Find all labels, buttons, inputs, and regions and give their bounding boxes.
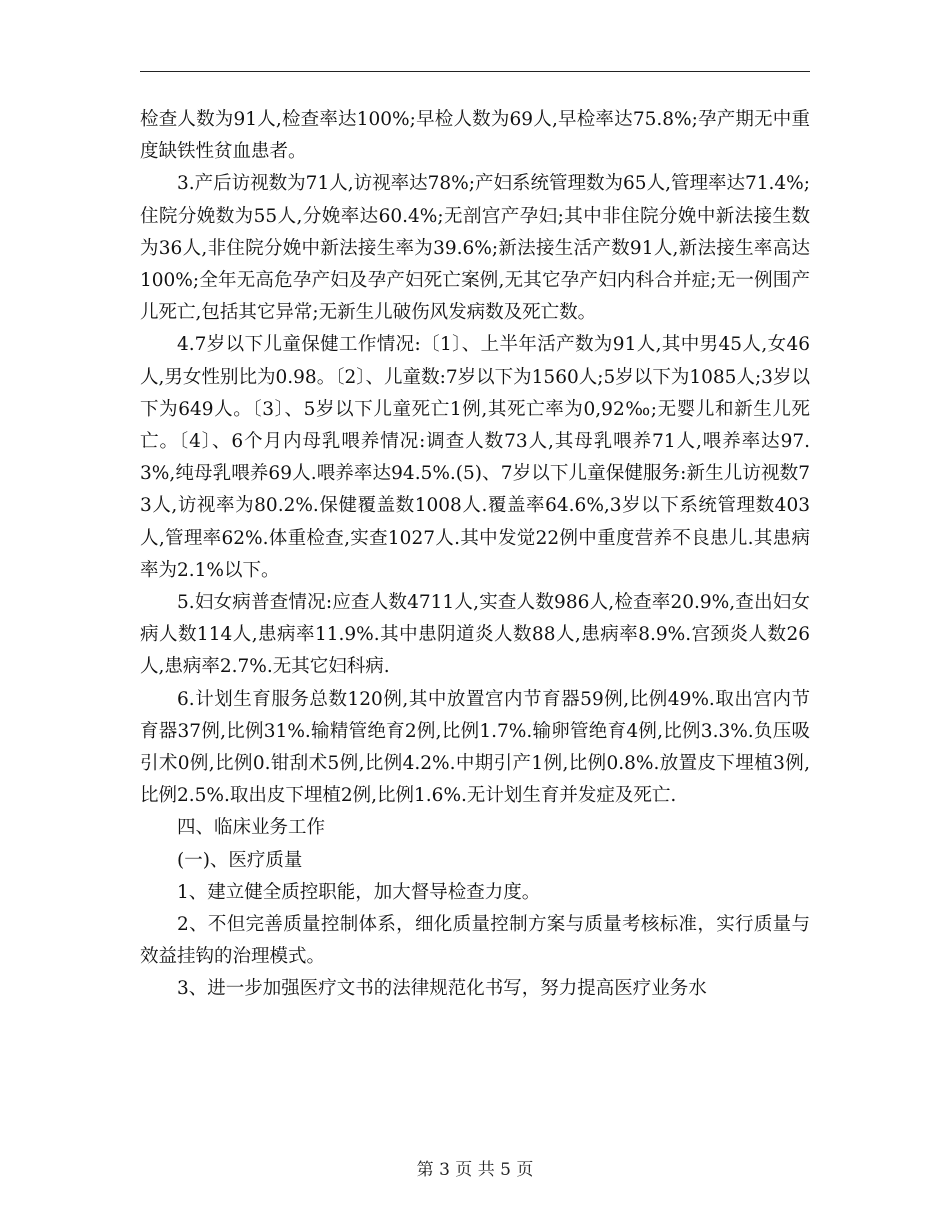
paragraph-postpartum-visits: 3.产后访视数为71人,访视率达78%;产妇系统管理数为65人,管理率达71.4%;住院分娩数为55人,分娩率达60.4%;无剖宫产孕妇;其中非住院分娩中新法接生数为36人,非住院分娩中新法接生率为39.6%;新法接生活产数91人,新法接生率高达100%;全年无高危孕产妇及孕产妇死亡案例,无其它孕产妇内科合并症;无一例围产儿死亡,包括其它异常;无新生儿破伤风发病数及死亡数。 [140,173,810,324]
list-item-3: 3、进一步加强医疗文书的法律规范化书写，努力提高医疗业务水 [177,978,707,1000]
body-text [140,104,810,1006]
list-item-2: 2、不但完善质量控制体系，细化质量控制方案与质量考核标准，实行质量与效益挂钩的治理模式。 [140,914,810,968]
section-heading-clinical: 四、临床业务工作 [177,817,326,839]
list-item-1: 1、建立健全质控职能，加大督导检查力度。 [177,881,541,903]
paragraph-womens-screening: 5.妇女病普查情况:应查人数4711人,实查人数986人,检查率20.9%,查出妇女病人数114人,患病率11.9%.其中患阴道炎人数88人,患病率8.9%.宫颈炎人数26人,患病率2.7%.无其它妇科病. [140,592,810,678]
paragraph-continuation: 检查人数为91人,检查率达100%;早检人数为69人,早检率达75.8%;孕产期无中重度缺铁性贫血患者。 [140,109,810,163]
paragraph-child-health: 4.7岁以下儿童保健工作情况:〔1〕、上半年活产数为91人,其中男45人,女46人,男女性别比为0.98。〔2〕、儿童数:7岁以下为1560人;5岁以下为1085人;3岁以下为649人。〔3〕、5岁以下儿童死亡1例,其死亡率为0,92‰;无婴儿和新生儿死亡。〔4〕、6个月内母乳喂养情况:调查人数73人,其母乳喂养71人,喂养率达97.3%,纯母乳喂养69人.喂养率达94.5%.(5)、7岁以下儿童保健服务:新生儿访视数73人,访视率为80.2%.保健覆盖数1008人.覆盖率64.6%,3岁以下系统管理数403人,管理率62%.体重检查,实查1027人.其中发觉22例中重度营养不良患儿.其患病率为2.1%以下。 [140,334,810,581]
page-footer: 第 3 页 共 5 页 [416,1160,534,1180]
header-rule [140,71,810,72]
paragraph-family-planning: 6.计划生育服务总数120例,其中放置宫内节育器59例,比例49%.取出宫内节育器37例,比例31%.输精管绝育2例,比例1.7%.输卵管绝育4例,比例3.3%.负压吸引术0例,比例0.钳刮术5例,比例4.2%.中期引产1例,比例0.8%.放置皮下埋植3例,比例2.5%.取出皮下埋植2例,比例1.6%.无计划生育并发症及死亡. [140,688,810,807]
subsection-heading-quality: (一)、医疗质量 [177,849,303,871]
